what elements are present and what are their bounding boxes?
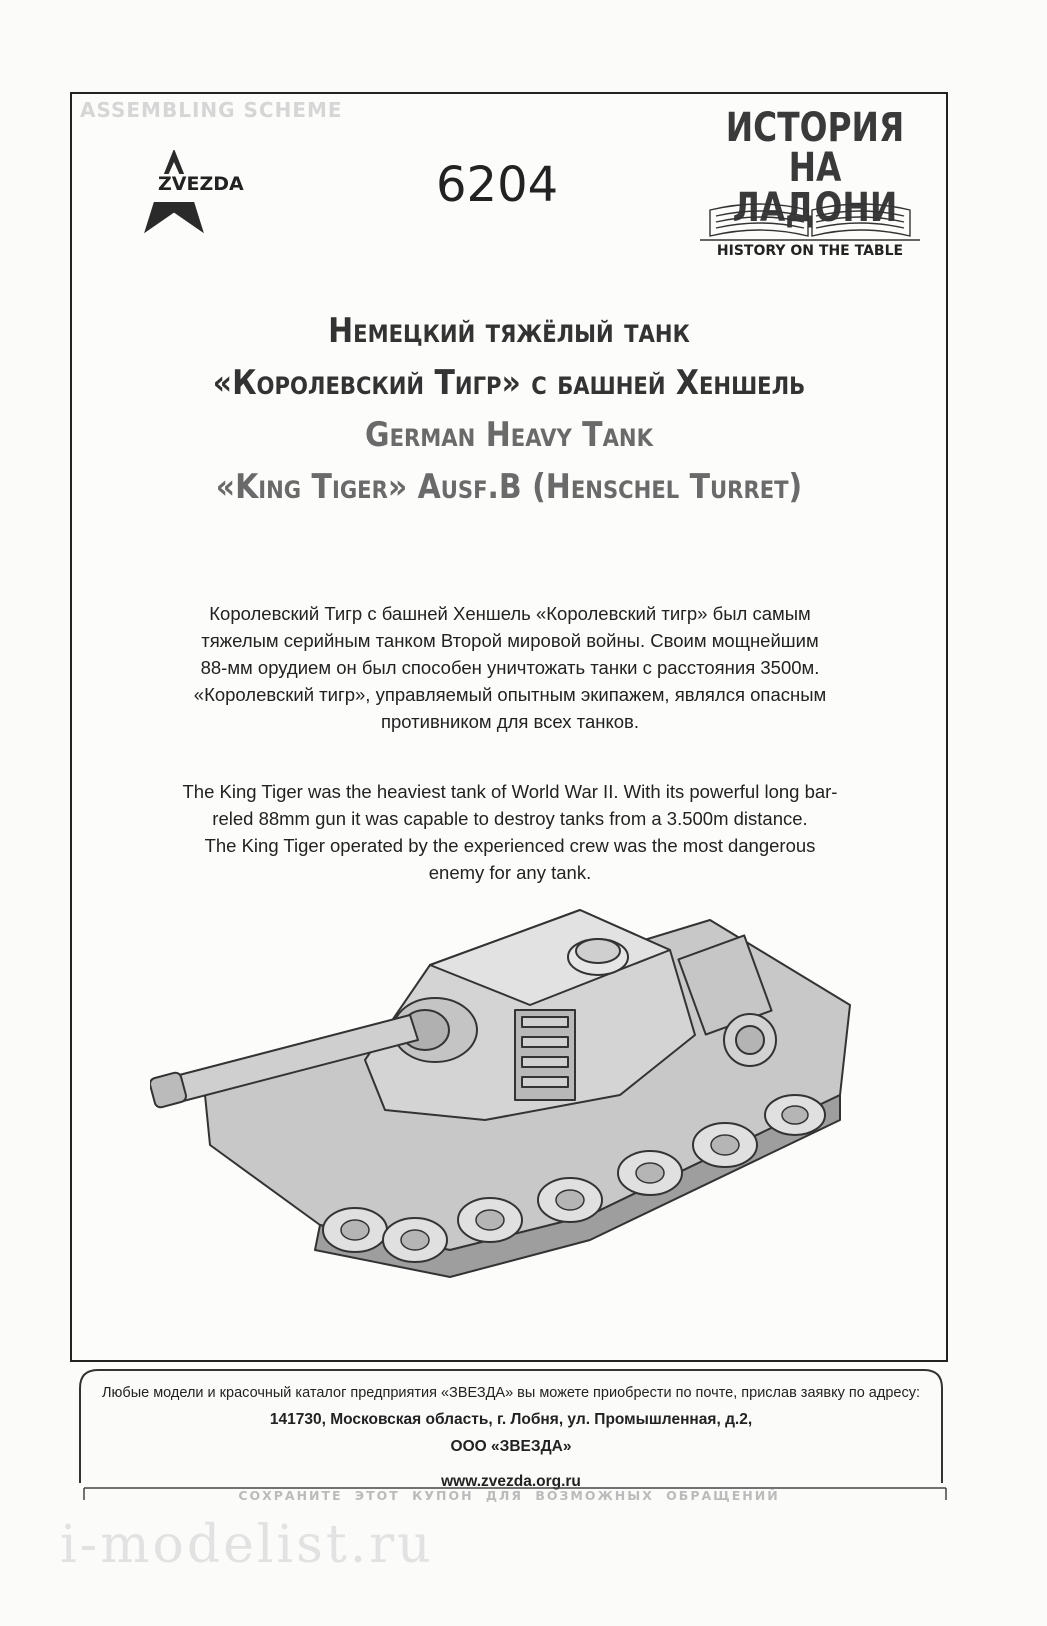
title-en-line2: «King Tiger» Ausf.B (Henschel Turret): [215, 467, 803, 507]
title-ru-line2: «Королевский Тигр» с башней Хеншель: [212, 363, 806, 403]
description-en-line: The King Tiger operated by the experienced crew was the most dangerous: [204, 835, 816, 856]
kit-number: 6204: [436, 157, 559, 213]
description-ru-line: тяжелым серийным танком Второй мировой войны. Своим мощнейшим: [201, 630, 819, 651]
description-ru-line: «Королевский тигр», управляемый опытным экипажем, являлся опасным: [193, 684, 827, 705]
coupon-order-info: Любые модели и красочный каталог предприятия «ЗВЕЗДА» вы можете приобрести по почте, прислав заявку по адресу:: [102, 1385, 920, 1401]
coupon-keep-note: СОХРАНИТЕ ЭТОТ КУПОН ДЛЯ ВОЗМОЖНЫХ ОБРАЩЕНИЙ: [238, 1488, 780, 1503]
title-ru-line1: Немецкий тяжёлый танк: [328, 311, 690, 351]
series-title-line2: НА ЛАДОНИ: [732, 145, 898, 231]
title-block: [70, 305, 948, 513]
description-en-line: reled 88mm gun it was capable to destroy tanks from a 3.500m distance.: [212, 808, 808, 829]
series-title-line1: ИСТОРИЯ: [725, 105, 905, 151]
title-en-line1: German Heavy Tank: [365, 415, 653, 455]
ghost-bleed-text: ASSEMBLING SCHEME: [80, 98, 343, 122]
description-ru: [105, 600, 915, 735]
description-ru-line: противником для всех танков.: [380, 711, 640, 732]
watermark: i-modelist.ru: [60, 1515, 434, 1575]
coupon-website: www.zvezda.org.ru: [441, 1473, 581, 1490]
coupon-text: [78, 1380, 944, 1495]
coupon-company: ООО «ЗВЕЗДА»: [450, 1438, 572, 1455]
series-subtitle: HISTORY ON THE TABLE: [716, 243, 904, 259]
coupon-address: 141730, Московская область, г. Лобня, ул. Промышленная, д.2,: [269, 1411, 753, 1428]
brand-logo-text: ZVEZDA: [158, 173, 244, 195]
description-en: [105, 778, 915, 886]
description-ru-line: Королевский Тигр с башней Хеншель «Королевский тигр» был самым: [209, 603, 811, 624]
zvezda-star-icon: [104, 150, 284, 240]
open-book-icon: [700, 196, 920, 242]
description-ru-line: 88-мм орудием он был способен уничтожать танки с расстояния 3500м.: [200, 657, 820, 678]
king-tiger-tank-illustration: [150, 895, 865, 1285]
description-en-line: enemy for any tank.: [428, 862, 592, 883]
description-en-line: The King Tiger was the heaviest tank of World War II. With its powerful long bar-: [182, 781, 838, 802]
